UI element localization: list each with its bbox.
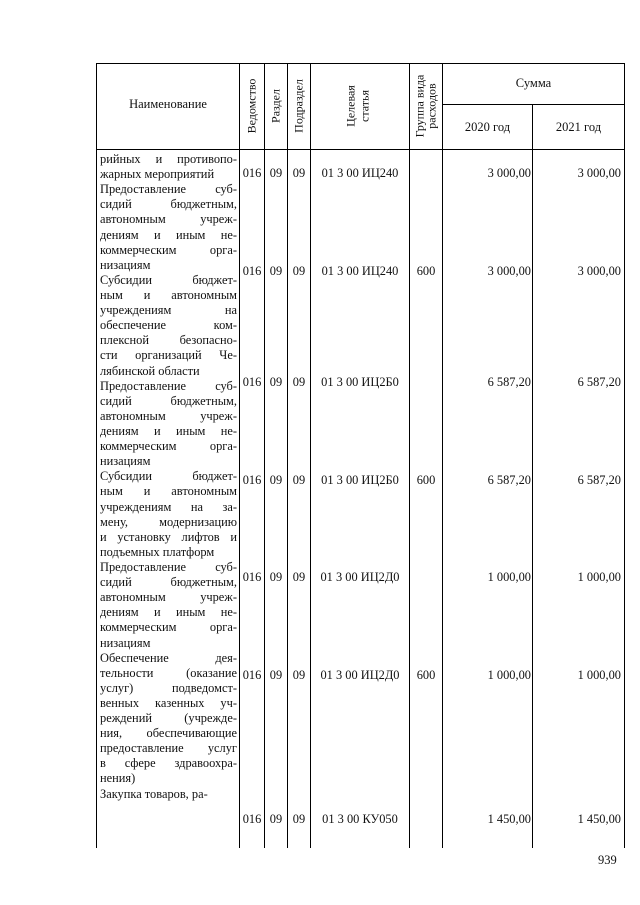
name-line: предоставление услуг <box>100 741 237 756</box>
target-article-cell: 01 3 00 ИЦ2Д0 <box>320 570 400 584</box>
target-article-cell: 01 3 00 ИЦ2Б0 <box>321 375 399 389</box>
department-cell: 016 <box>242 264 262 278</box>
name-line: сидий бюджетным, <box>100 393 237 408</box>
header-group-line1: Группа вида <box>412 74 427 138</box>
name-line: коммерческим орга- <box>100 620 237 635</box>
department-cell: 016 <box>242 473 262 487</box>
name-line: Субсидии бюджет- <box>100 272 237 287</box>
name-line: услуг) подведомст- <box>100 680 237 695</box>
sum-2021-cell: 1 000,00 <box>577 668 621 682</box>
name-line: коммерческим орга- <box>100 439 237 454</box>
sum-2021-cell: 6 587,20 <box>577 473 621 487</box>
name-line: венных казенных уч- <box>100 695 237 710</box>
name-line: дениям и иным не- <box>100 227 237 242</box>
name-line: лябинской области <box>100 363 200 378</box>
col-border-8 <box>624 63 625 848</box>
col-border-1 <box>239 63 240 848</box>
section-cell: 09 <box>269 812 283 826</box>
expense-group-cell: 600 <box>416 264 436 278</box>
name-line: дениям и иным не- <box>100 605 237 620</box>
target-article-cell: 01 3 00 ИЦ240 <box>321 264 399 278</box>
sum-subheader-border <box>442 104 625 105</box>
subsection-cell: 09 <box>292 812 306 826</box>
subsection-cell: 09 <box>292 166 306 180</box>
name-line: сидий бюджетным, <box>100 575 237 590</box>
name-line: Обеспечение дея- <box>100 650 237 665</box>
sum-2021-cell: 3 000,00 <box>577 166 621 180</box>
name-line: Предоставление суб- <box>100 378 237 393</box>
sum-2020-cell: 3 000,00 <box>487 166 531 180</box>
subsection-cell: 09 <box>292 668 306 682</box>
sum-2020-cell: 1 450,00 <box>487 812 531 826</box>
header-year-2020: 2020 год <box>464 120 511 134</box>
header-name: Наименование <box>129 97 207 111</box>
name-line: дениям и иным не- <box>100 423 237 438</box>
name-line: сти организаций Че- <box>100 348 237 363</box>
name-line: обеспечение ком- <box>100 318 237 333</box>
name-line: ным и автономным <box>100 287 237 302</box>
name-line: учреждениям на за- <box>100 499 237 514</box>
name-line: реждений (учрежде- <box>100 711 237 726</box>
name-line: автономным учреж- <box>100 212 237 227</box>
subsection-cell: 09 <box>292 375 306 389</box>
sum-2021-cell: 1 000,00 <box>577 570 621 584</box>
section-cell: 09 <box>269 264 283 278</box>
name-line: низациям <box>100 257 151 272</box>
name-line: Предоставление суб- <box>100 559 237 574</box>
name-line: ным и автономным <box>100 484 237 499</box>
department-cell: 016 <box>242 375 262 389</box>
name-line: и установку лифтов и <box>100 529 237 544</box>
sum-2020-cell: 6 587,20 <box>487 473 531 487</box>
subsection-cell: 09 <box>292 473 306 487</box>
header-bottom-border <box>96 149 625 150</box>
col-border-4 <box>310 63 311 848</box>
header-group-line2: расходов <box>424 83 439 129</box>
table-top-border <box>96 63 625 64</box>
name-line: нения) <box>100 771 136 786</box>
name-line: Закупка товаров, ра- <box>100 786 208 801</box>
name-line: автономным учреж- <box>100 590 237 605</box>
sum-2020-cell: 1 000,00 <box>487 570 531 584</box>
expense-group-cell: 600 <box>416 668 436 682</box>
section-cell: 09 <box>269 375 283 389</box>
section-cell: 09 <box>269 570 283 584</box>
name-line: ния, обеспечивающие <box>100 726 237 741</box>
name-line: Предоставление суб- <box>100 182 237 197</box>
header-target-line2: статья <box>357 90 372 122</box>
sum-2021-cell: 6 587,20 <box>577 375 621 389</box>
name-line: в сфере здравоохра- <box>100 756 237 771</box>
name-line: жарных мероприятий <box>100 167 215 182</box>
target-article-cell: 01 3 00 ИЦ240 <box>321 166 399 180</box>
header-year-2021: 2021 год <box>555 120 602 134</box>
sum-2021-cell: 3 000,00 <box>577 264 621 278</box>
subsection-cell: 09 <box>292 570 306 584</box>
name-line: автономным учреж- <box>100 408 237 423</box>
name-line: мену, модернизацию <box>100 514 237 529</box>
header-department: Ведомство <box>244 78 259 134</box>
target-article-cell: 01 3 00 ИЦ2Б0 <box>321 473 399 487</box>
sum-2020-cell: 1 000,00 <box>487 668 531 682</box>
section-cell: 09 <box>269 473 283 487</box>
name-line: низациям <box>100 454 151 469</box>
name-line: сидий бюджетным, <box>100 197 237 212</box>
target-article-cell: 01 3 00 КУ050 <box>322 812 398 826</box>
col-border-2 <box>264 63 265 848</box>
name-line: коммерческим орга- <box>100 242 237 257</box>
sum-2020-cell: 3 000,00 <box>487 264 531 278</box>
department-cell: 016 <box>242 668 262 682</box>
header-sum: Сумма <box>515 76 552 90</box>
col-border-0 <box>96 63 97 848</box>
col-border-6 <box>442 63 443 848</box>
col-border-3 <box>287 63 288 848</box>
name-line: Субсидии бюджет- <box>100 469 237 484</box>
header-target-line1: Целевая <box>343 85 358 127</box>
expense-group-cell: 600 <box>416 473 436 487</box>
name-line: подъемных платформ <box>100 544 215 559</box>
department-cell: 016 <box>242 812 262 826</box>
header-section: Раздел <box>268 89 283 123</box>
name-line: учреждениям на <box>100 303 237 318</box>
name-line: низациям <box>100 635 151 650</box>
name-column <box>100 152 237 802</box>
header-subsection: Подраздел <box>291 79 306 133</box>
name-line: тельности (оказание <box>100 665 237 680</box>
section-cell: 09 <box>269 166 283 180</box>
department-cell: 016 <box>242 166 262 180</box>
subsection-cell: 09 <box>292 264 306 278</box>
page-number: 939 <box>598 853 617 867</box>
sum-2021-cell: 1 450,00 <box>577 812 621 826</box>
name-line: плексной безопасно- <box>100 333 237 348</box>
department-cell: 016 <box>242 570 262 584</box>
sum-2020-cell: 6 587,20 <box>487 375 531 389</box>
target-article-cell: 01 3 00 ИЦ2Д0 <box>320 668 400 682</box>
col-border-5 <box>409 63 410 848</box>
section-cell: 09 <box>269 668 283 682</box>
name-line: рийных и противопо- <box>100 152 237 166</box>
